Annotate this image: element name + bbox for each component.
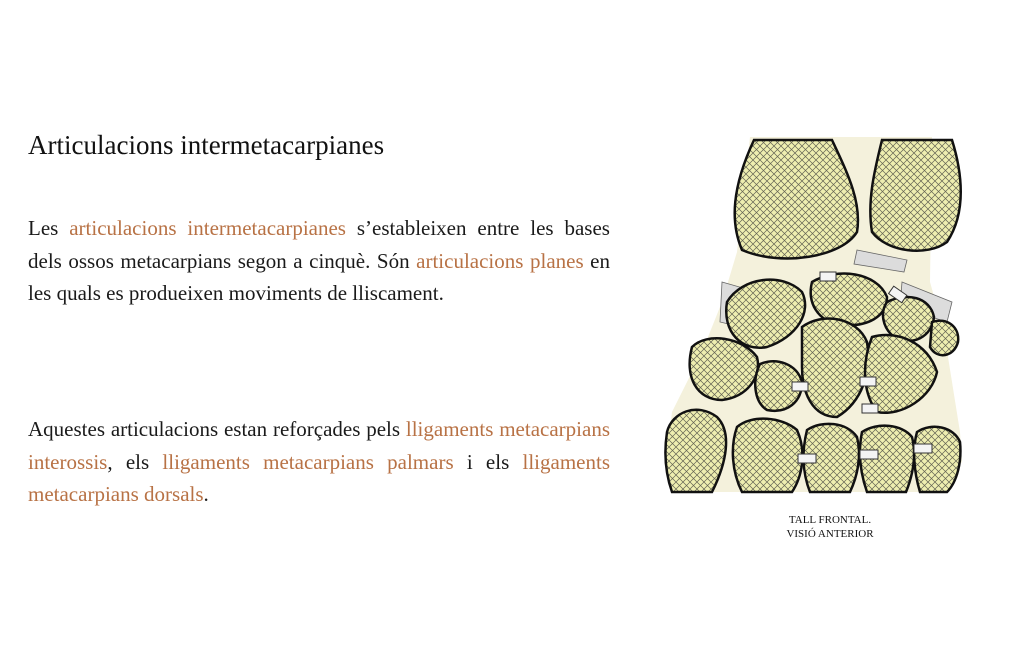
paragraph-intro <box>28 212 610 310</box>
highlight-term: articulacions planes <box>416 248 584 273</box>
text-segment: . <box>203 482 209 506</box>
page-title: Articulacions intermetacarpianes <box>28 130 385 160</box>
ligament-tag <box>860 377 876 386</box>
text-segment: Les <box>28 216 70 240</box>
paragraph-ligaments <box>28 413 610 511</box>
ligament-tag <box>862 404 878 413</box>
figure-caption <box>730 513 930 541</box>
ligament-tag <box>860 450 878 459</box>
highlight-term: lligaments metacarpians dorsals <box>28 449 610 506</box>
text-segment: Aquestes articulacions estan reforçades pels <box>28 417 406 441</box>
highlight-term: lligaments metacarpians interossis <box>28 417 610 474</box>
caption-line: TALL FRONTAL. <box>788 514 872 526</box>
highlight-term: articulacions intermetacarpianes <box>69 216 346 240</box>
ligament-tag <box>914 444 932 453</box>
text-segment: en les quals es produeixen moviments de lliscament. <box>28 248 611 305</box>
metacarpal-base <box>665 410 726 492</box>
metacarpal-base <box>914 427 960 492</box>
ulna-bone <box>870 140 960 251</box>
text-segment: , els <box>107 449 163 474</box>
pisiform-bone <box>930 321 958 356</box>
radius-bone <box>735 140 858 258</box>
text-segment: s’estableixen entre les bases dels ossos metacarpians segon a cinquè. Són <box>28 216 610 273</box>
wrist-section-illustration <box>662 132 962 494</box>
ligament-tag <box>798 454 816 463</box>
caption-line: VISIÓ ANTERIOR <box>786 528 874 540</box>
highlight-term: lligaments metacarpians palmars <box>162 449 454 474</box>
ligament-tag <box>792 382 808 391</box>
text-segment: i els <box>453 449 523 474</box>
metacarpal-base <box>733 419 803 492</box>
ligament-tag <box>820 272 836 281</box>
